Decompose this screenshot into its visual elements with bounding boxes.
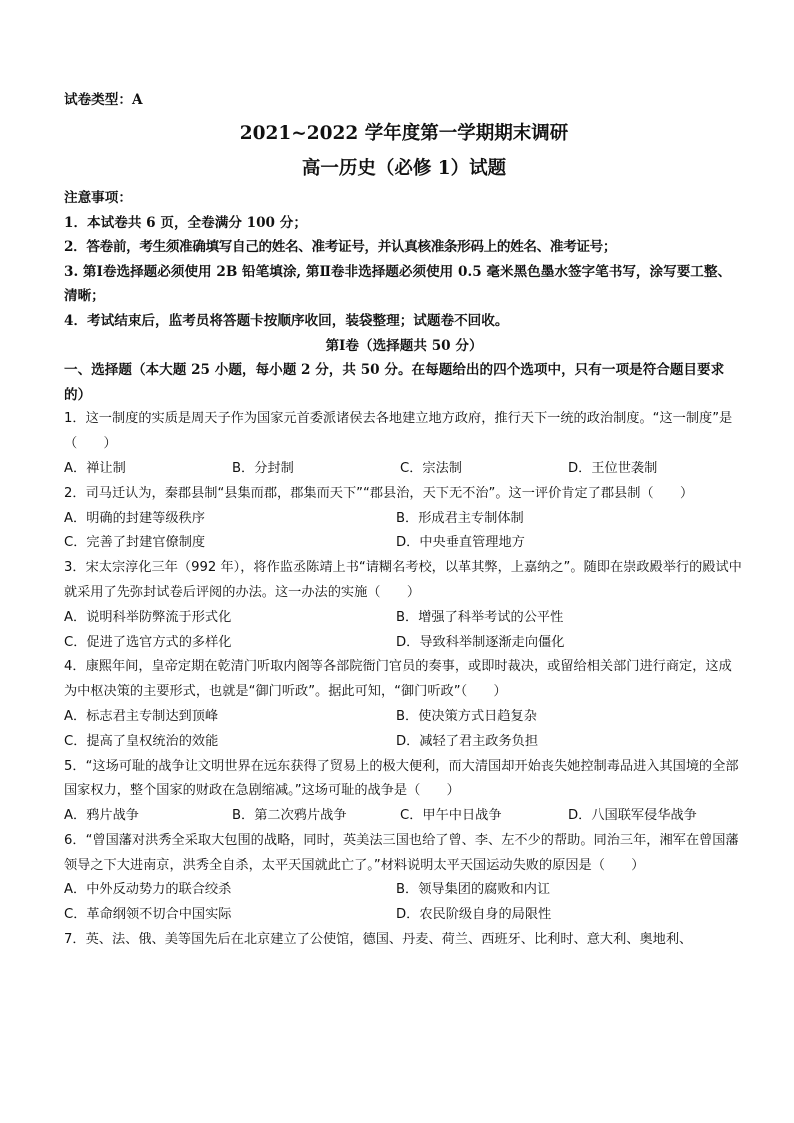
option-c: C．完善了封建官僚制度 (64, 535, 206, 551)
option-b: B．第二次鸦片战争 (232, 808, 347, 824)
option-b: B．分封制 (232, 460, 294, 476)
exam-page (64, 88, 744, 953)
options-row (64, 457, 744, 482)
option-d: D．王位世袭制 (568, 460, 658, 476)
section-heading: 第Ⅰ卷（选择题共 50 分） (325, 337, 483, 354)
option-c: C．促进了选官方式的多样化 (64, 634, 232, 650)
section-instruction: 一、选择题（本大题 25 小题，每小题 2 分，共 50 分。在每题给出的四个选项中，只有一项是符合题目要求的） (64, 362, 725, 403)
options-row (64, 878, 744, 928)
notice-heading: 注意事项： (64, 190, 132, 206)
option-a: A．鸦片战争 (64, 808, 139, 824)
question-stem: 7．英、法、俄、美等国先后在北京建立了公使馆，德国、丹麦、荷兰、西班牙、比利时、意大利、奥地利、 (64, 932, 693, 948)
options-row (64, 804, 744, 829)
option-c: C．甲午中日战争 (400, 808, 502, 824)
notice-item: 2．答卷前，考生须准确填写自己的姓名、准考证号，并认真核准条形码上的姓名、准考证号； (64, 239, 617, 256)
notice-item: 3. 第Ⅰ卷选择题必须使用 2B 铅笔填涂, 第Ⅱ卷非选择题必须使用 0.5 毫米黑色墨水签字笔书写，涂写要工整、清晰； (64, 263, 732, 305)
exam-subtitle: 高一历史（必修 1）试题 (301, 158, 507, 179)
option-a: A．中外反动势力的联合绞杀 (64, 882, 232, 898)
paper-type: 试卷类型：A (64, 92, 143, 108)
notice-item: 4．考试结束后，监考员将答题卡按顺序收回，装袋整理；试题卷不回收。 (64, 312, 509, 329)
question-stem: 5．“这场可耻的战争让文明世界在远东获得了贸易上的极大便利，而大清国却开始丧失她控制毒品进入其国境的全部国家权力，整个国家的财政在急剧缩减。”这场可耻的战争是（ ） (64, 758, 739, 799)
option-d: D．农民阶级自身的局限性 (396, 907, 552, 923)
option-d: D．减轻了君主政务负担 (396, 733, 539, 749)
question-stem: 3．宋太宗淳化三年（992 年），将作监丞陈靖上书“请糊名考校，以革其弊，上嘉纳之”。随即在崇政殿举行的殿试中就采用了先弥封试卷后评阅的办法。这一办法的实施（ ） (64, 560, 742, 600)
option-a: A．禅让制 (64, 460, 126, 476)
option-b: B．使决策方式日趋复杂 (396, 708, 537, 724)
options-row (64, 705, 744, 755)
question-stem: 1．这一制度的实质是周天子作为国家元首委派诸侯去各地建立地方政府，推行天下一统的政治制度。“这一制度”是（ ） (64, 411, 733, 452)
question-stem: 2．司马迁认为，秦郡县制“县集而郡，郡集而天下”“郡县治，天下无不治”。这一评价肯定了郡县制（ ） (64, 485, 694, 501)
option-d: D．中央垂直管理地方 (396, 535, 525, 551)
option-a: A．明确的封建等级秩序 (64, 510, 205, 526)
option-a: A．说明科举防弊流于形式化 (64, 609, 232, 625)
exam-title: 2021~2022 学年度第一学期期末调研 (239, 123, 569, 144)
options-row (64, 606, 744, 656)
option-b: B．形成君主专制体制 (396, 510, 524, 526)
options-row (64, 507, 744, 557)
question-stem: 4．康熙年间，皇帝定期在乾清门听取内阁等各部院衙门官员的奏事，或即时裁决，或留给相关部门进行商定，这成为中枢决策的主要形式，也就是“御门听政”。据此可知，“御门听政”（ ） (64, 659, 732, 700)
option-d: D．导致科举制逐渐走向僵化 (396, 634, 565, 650)
question-stem: 6．“曾国藩对洪秀全采取大包围的战略，同时，英美法三国也给了曾、李、左不少的帮助。同治三年，湘军在曾国藩领导之下大进南京，洪秀全自杀，太平天国就此亡了。”材料说明太平天国运动失败的原因是（ ） (64, 832, 739, 873)
option-c: C．提高了皇权统治的效能 (64, 733, 219, 749)
option-b: B．领导集团的腐败和内讧 (396, 882, 551, 898)
notice-item: 1．本试卷共 6 页，全卷满分 100 分； (64, 214, 307, 231)
option-b: B．增强了科举考试的公平性 (396, 609, 564, 625)
option-c: C．革命纲领不切合中国实际 (64, 907, 232, 923)
option-d: D．八国联军侵华战争 (568, 808, 697, 824)
option-c: C．宗法制 (400, 460, 462, 476)
option-a: A．标志君主专制达到顶峰 (64, 708, 219, 724)
